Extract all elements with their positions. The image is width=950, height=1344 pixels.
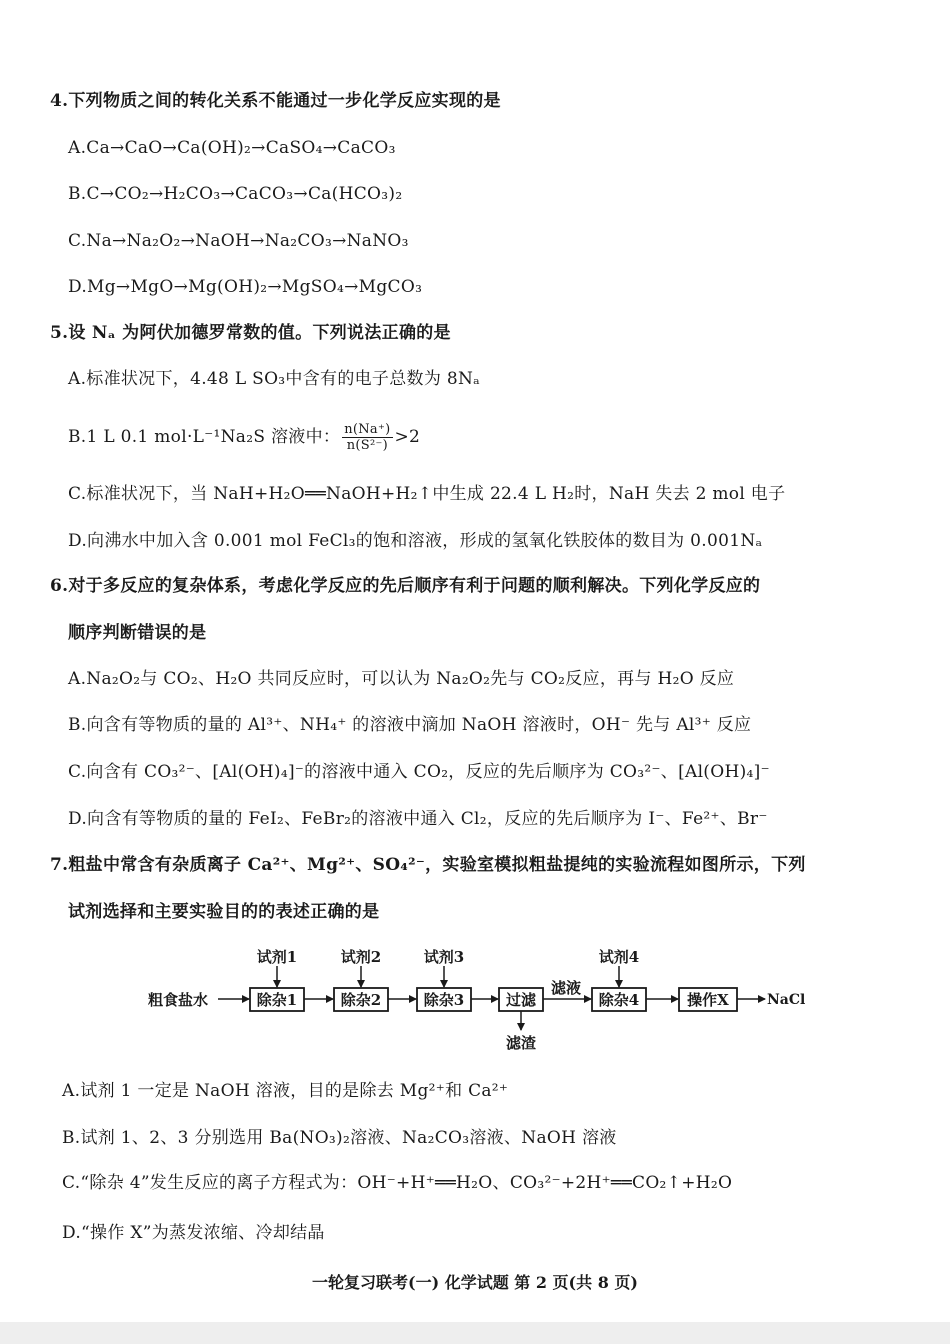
q5-option-b-prefix: B.1 L 0.1 mol·L⁻¹Na₂S 溶液中： [68,427,341,447]
q5-fraction-numerator: n(Na⁺) [344,422,391,437]
flow-reagent-1: 试剂1 [256,948,298,966]
flow-reagent-2: 试剂2 [340,948,382,966]
flow-end-label: NaCl [767,992,806,1008]
flow-reagent-3: 试剂3 [423,948,465,966]
q7-option-a: A.试剂 1 一定是 NaOH 溶液，目的是除去 Mg²⁺和 Ca²⁺ [62,1081,509,1101]
q5-option-d: D.向沸水中加入含 0.001 mol FeCl₃的饱和溶液，形成的氢氧化铁胶体的数目为 0.001Nₐ [68,531,763,551]
q4-stem: 4.下列物质之间的转化关系不能通过一步化学反应实现的是 [50,91,501,111]
bottom-scan-edge [0,1322,950,1344]
q6-stem-line1: 6.对于多反应的复杂体系，考虑化学反应的先后顺序有利于问题的顺利解决。下列化学反应的 [50,576,761,596]
flow-reagent-4: 试剂4 [598,948,640,966]
q4-option-c: C.Na→Na₂O₂→NaOH→Na₂CO₃→NaNO₃ [68,231,409,251]
flow-box-filter-label: 过滤 [505,991,537,1009]
q5-option-a: A.标准状况下，4.48 L SO₃中含有的电子总数为 8Nₐ [68,369,480,389]
q7-option-d: D.“操作 X”为蒸发浓缩、冷却结晶 [62,1223,325,1243]
page-footer: 一轮复习联考(一) 化学试题 第 2 页(共 8 页) [312,1273,638,1292]
q6-stem-line2: 顺序判断错误的是 [68,623,207,643]
flow-start-label: 粗食盐水 [148,991,209,1009]
q4-option-a: A.Ca→CaO→Ca(OH)₂→CaSO₄→CaCO₃ [68,138,396,158]
q7-stem-line2: 试剂选择和主要实验目的的表述正确的是 [68,902,380,922]
flow-box-impurity-2-label: 除杂2 [340,991,382,1009]
flow-filtrate-label: 滤液 [550,979,582,997]
q7-stem-line1: 7.粗盐中常含有杂质离子 Ca²⁺、Mg²⁺、SO₄²⁻，实验室模拟粗盐提纯的实验流程如图所示，下列 [50,855,806,875]
q6-option-d: D.向含有等物质的量的 FeI₂、FeBr₂的溶液中通入 Cl₂，反应的先后顺序为 I⁻、Fe²⁺、Br⁻ [68,809,768,829]
flow-residue-label: 滤渣 [505,1034,537,1052]
q5-option-c: C.标准状况下，当 NaH+H₂O══NaOH+H₂↑中生成 22.4 L H₂时，NaH 失去 2 mol 电子 [68,484,786,504]
flow-box-impurity-4-label: 除杂4 [598,991,640,1009]
q7-option-c: C.“除杂 4”发生反应的离子方程式为：OH⁻+H⁺══H₂O、CO₃²⁻+2H⁺══CO₂↑+H₂O [62,1173,733,1193]
q6-option-a: A.Na₂O₂与 CO₂、H₂O 共同反应时，可以认为 Na₂O₂先与 CO₂反应，再与 H₂O 反应 [68,669,735,689]
q4-option-b: B.C→CO₂→H₂CO₃→CaCO₃→Ca(HCO₃)₂ [68,184,403,204]
flow-box-impurity-3-label: 除杂3 [423,991,465,1009]
q5-option-b-suffix: >2 [394,427,421,447]
q7-option-b: B.试剂 1、2、3 分别选用 Ba(NO₃)₂溶液、Na₂CO₃溶液、NaOH 溶液 [62,1128,617,1148]
q5-stem: 5.设 Nₐ 为阿伏加德罗常数的值。下列说法正确的是 [50,323,451,343]
flow-box-operation-x-label: 操作X [687,991,729,1009]
flow-box-impurity-1-label: 除杂1 [256,991,298,1009]
q5-fraction-denominator: n(S²⁻) [346,438,388,453]
q6-option-c: C.向含有 CO₃²⁻、[Al(OH)₄]⁻的溶液中通入 CO₂，反应的先后顺序为 CO₃²⁻、[Al(OH)₄]⁻ [68,762,770,782]
q4-option-d: D.Mg→MgO→Mg(OH)₂→MgSO₄→MgCO₃ [68,277,423,297]
q6-option-b: B.向含有等物质的量的 Al³⁺、NH₄⁺ 的溶液中滴加 NaOH 溶液时，OH⁻ 先与 Al³⁺ 反应 [68,715,752,735]
